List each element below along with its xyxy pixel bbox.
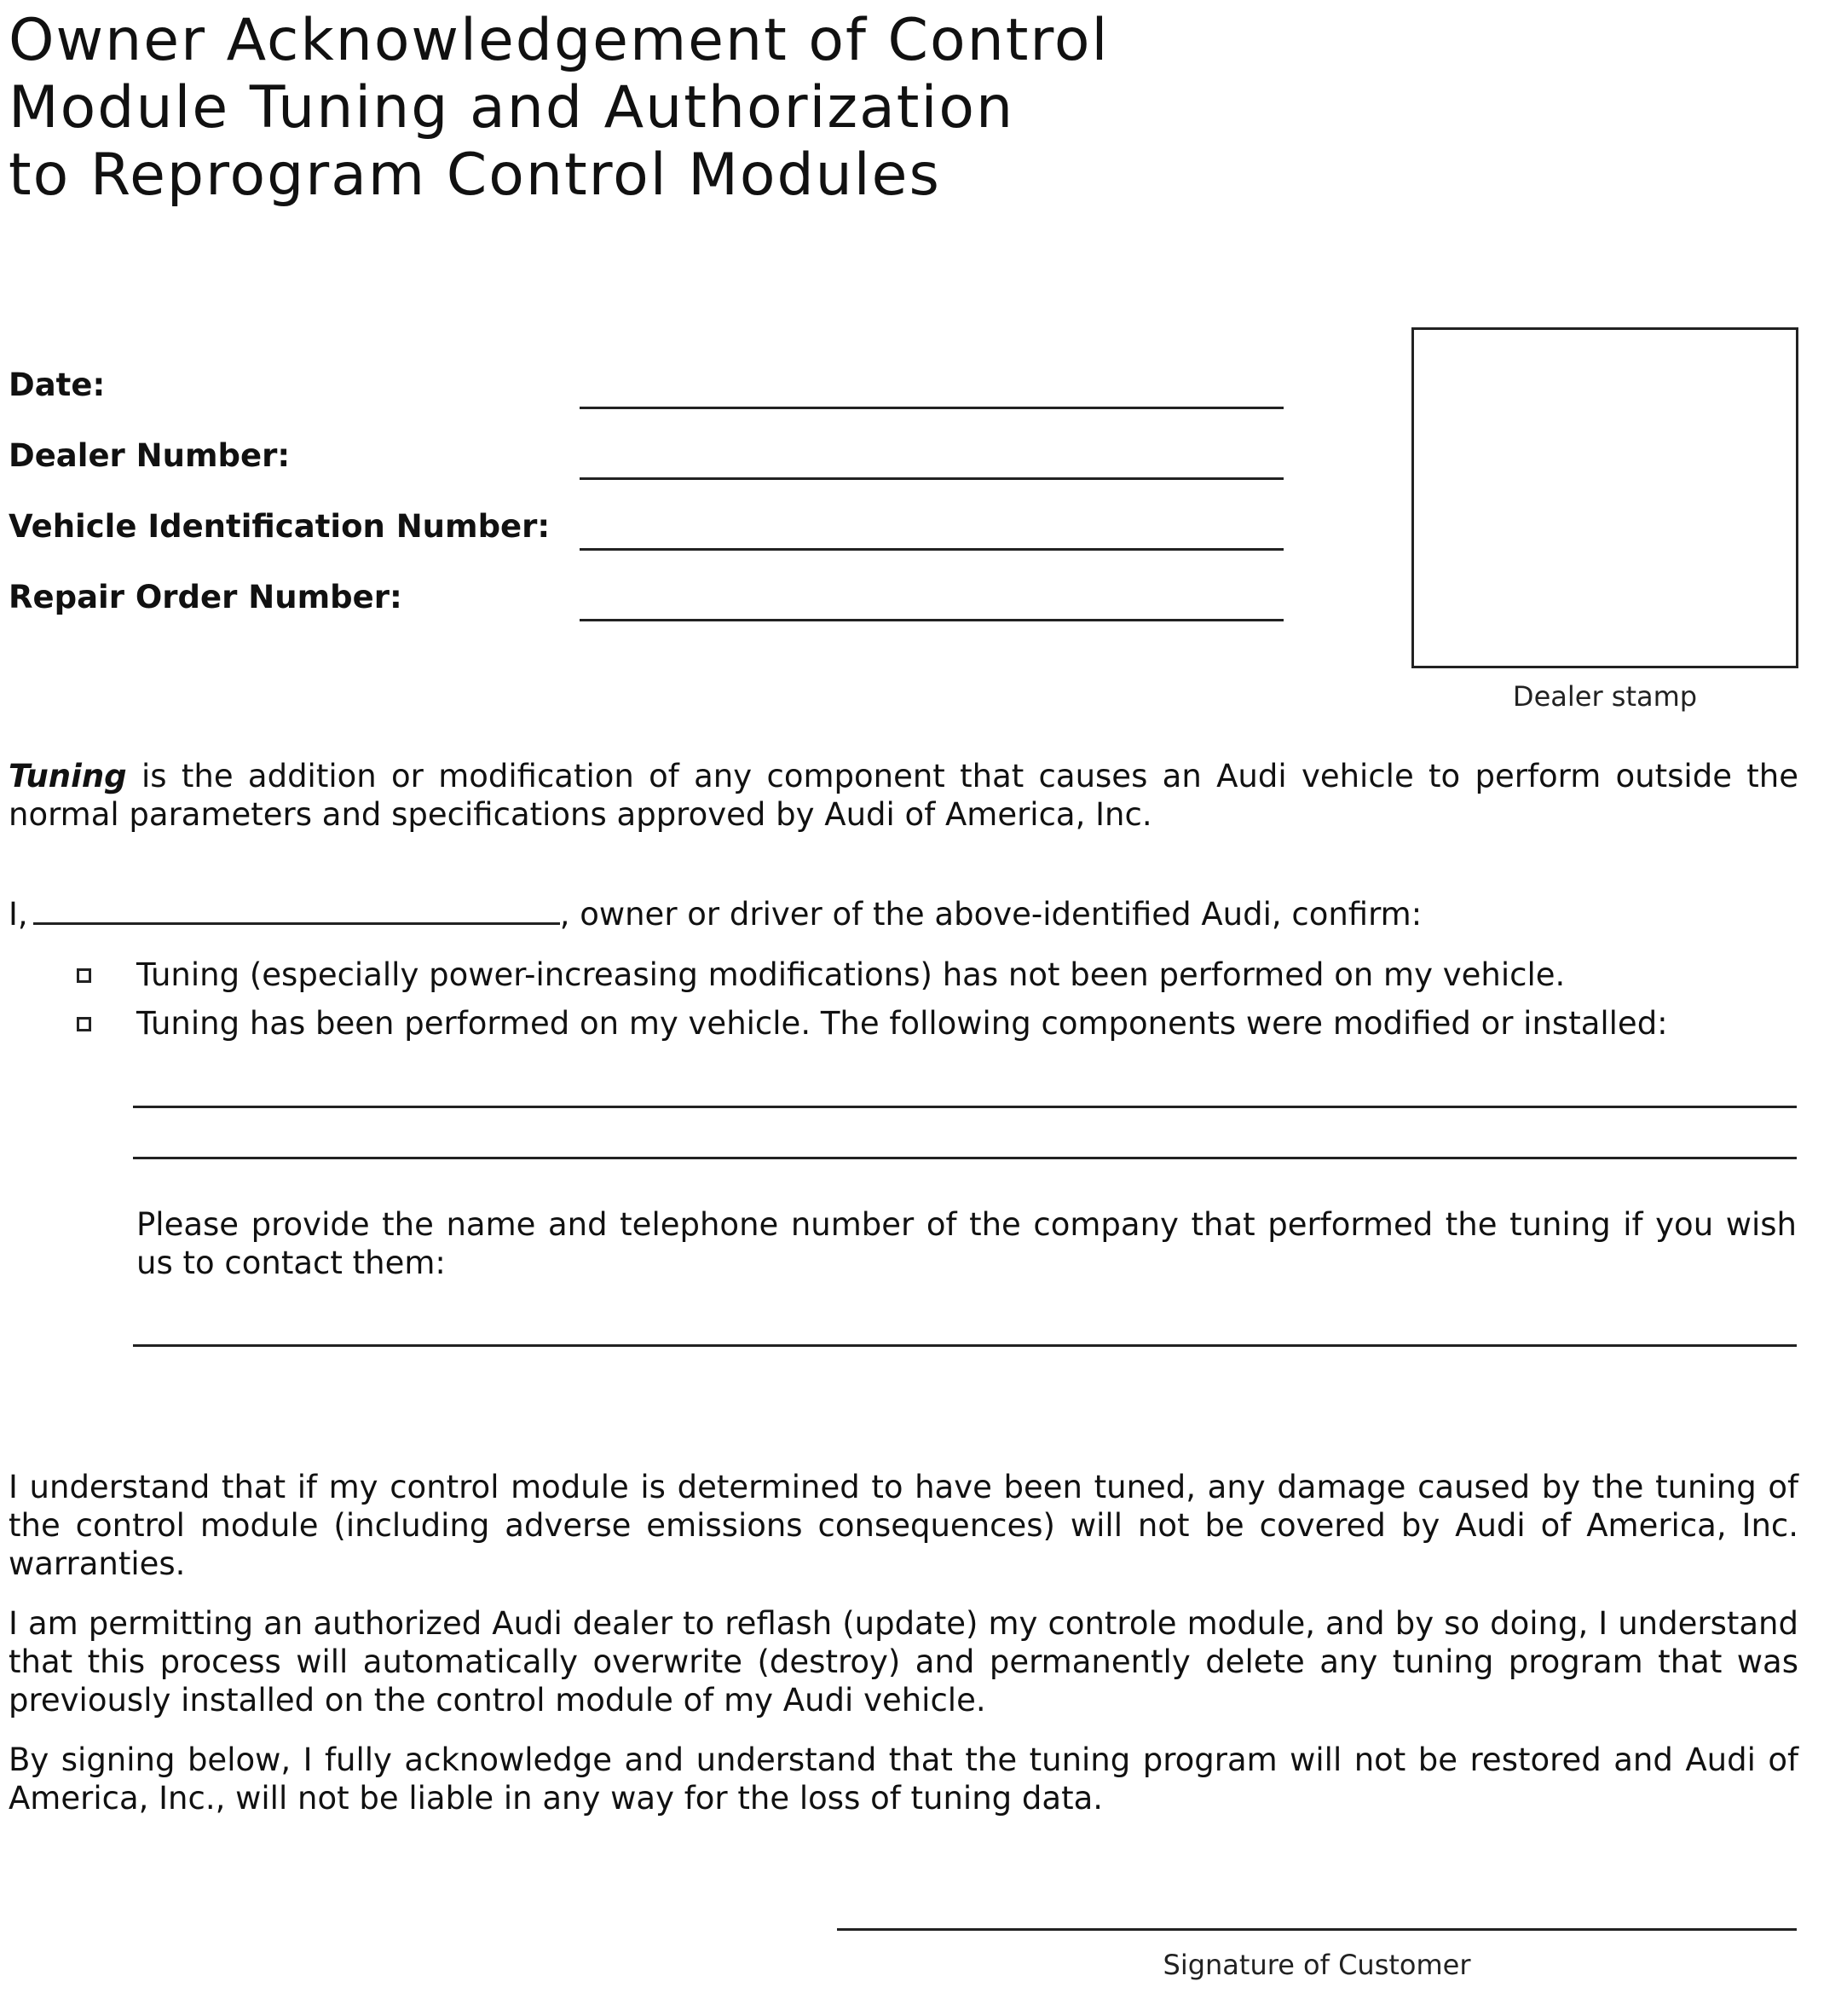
signature-caption: Signature of Customer [1163,1949,1471,1981]
owner-name-field[interactable] [33,897,560,925]
signature-field[interactable] [837,1928,1797,1931]
title-line-2: Module Tuning and Authorization [9,74,1015,142]
page-title [9,7,1109,209]
vin-field[interactable] [580,548,1284,551]
contact-request: Please provide the name and telephone number of the company that performed the tuning if you wish us to contact them: [136,1206,1797,1281]
vin-label: Vehicle Identification Number: [9,508,551,545]
reflash-statement: I am permitting an authorized Audi dealer to reflash (update) my controle module, and by so doing, I understand that this process will automatically overwrite (destroy) and permanently delete any tuning program that was previously installed on the control module of my Audi vehicle. [9,1605,1798,1719]
modified-components-line-1[interactable] [133,1106,1797,1108]
acknowledge-statement: By signing below, I fully acknowledge and understand that the tuning program will not be restored and Audi of America, Inc., will not be liable in any way for the loss of tuning data. [9,1742,1798,1817]
dealer-number-label: Dealer Number: [9,437,291,474]
title-line-3: to Reprogram Control Modules [9,142,941,209]
date-field[interactable] [580,407,1284,409]
date-label: Date: [9,367,106,403]
tuning-definition [9,757,1798,834]
owner-suffix: , owner or driver of the above-identified Audi, confirm: [559,896,1423,933]
owner-confirmation [9,895,1422,933]
tuning-definition-text: is the addition or modification of any component that causes an Audi vehicle to perform outside the normal parameters and specifications approved by Audi of America, Inc. [9,758,1798,833]
tuning-term: Tuning [9,758,127,794]
contact-info-line[interactable] [133,1344,1797,1347]
owner-prefix: I, [9,896,28,933]
tuned-label: Tuning has been performed on my vehicle. The following components were modified or installed: [136,1005,1668,1042]
title-line-1: Owner Acknowledgement of Control [9,7,1110,74]
dealer-stamp-box [1411,327,1798,668]
dealer-number-field[interactable] [580,477,1284,480]
not-tuned-checkbox[interactable] [77,968,91,983]
not-tuned-label: Tuning (especially power-increasing modifications) has not been performed on my vehicle. [136,956,1566,993]
repair-order-label: Repair Order Number: [9,579,402,615]
warranty-statement: I understand that if my control module is determined to have been tuned, any damage caused by the tuning of the control module (including adverse emissions consequences) will not be covered by Audi of America, Inc. warranties. [9,1469,1798,1582]
tuned-checkbox[interactable] [77,1017,91,1031]
dealer-stamp-caption: Dealer stamp [1512,680,1698,713]
repair-order-field[interactable] [580,619,1284,621]
modified-components-line-2[interactable] [133,1157,1797,1159]
